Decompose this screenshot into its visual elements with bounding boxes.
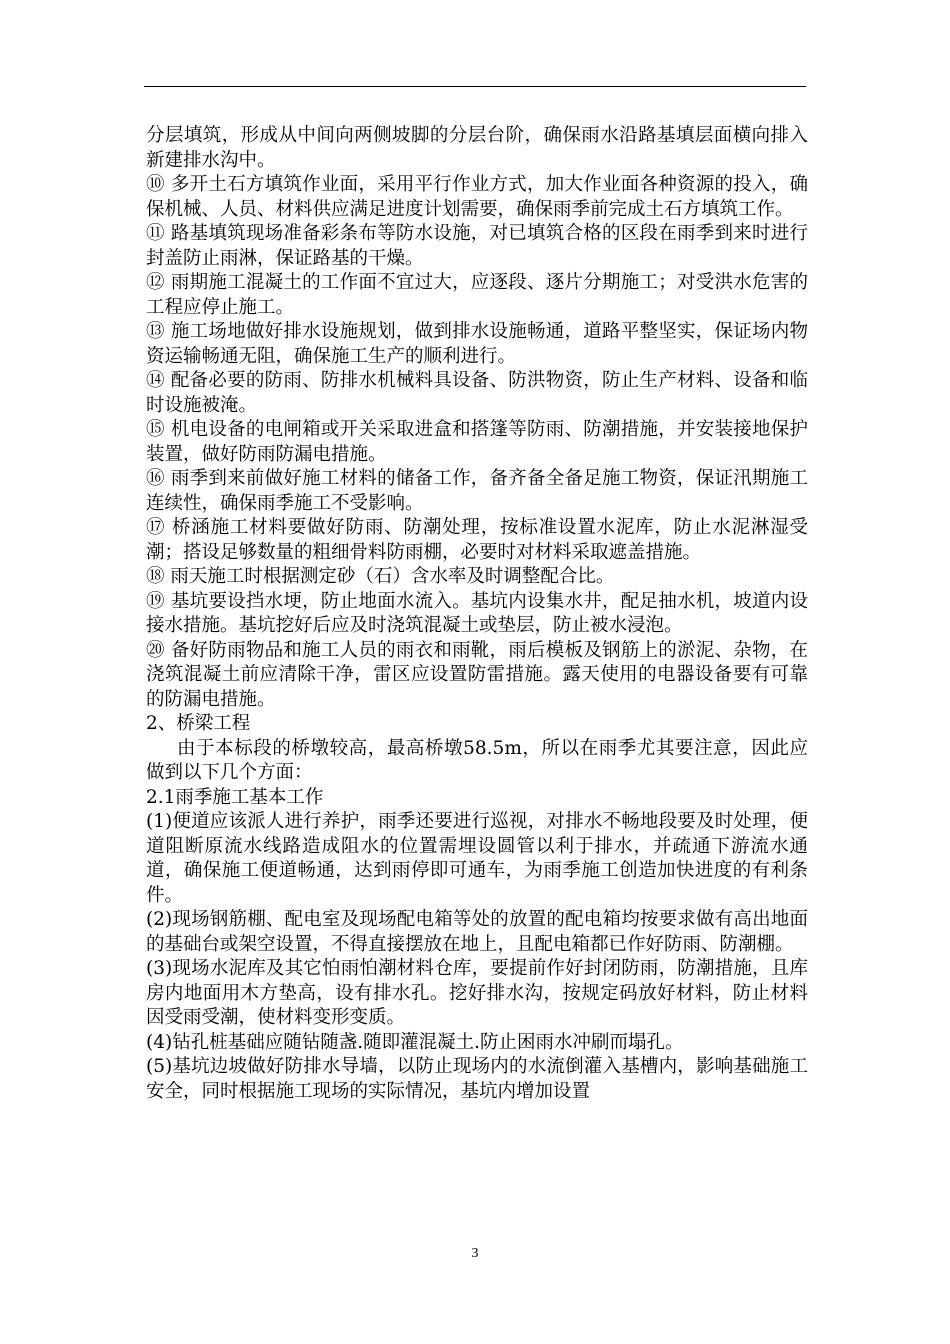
numbered-item-3: (3)现场水泥库及其它怕雨怕潮材料仓库，要提前作好封闭防雨，防潮措施，且库房内地面用木方垫高，设有排水孔。挖好排水沟，按规定码放好材料，防止材料因受雨受潮，使材料变形变质。 xyxy=(146,958,808,1028)
list-item-11: ⑪ 路基填筑现场准备彩条布等防水设施，对已填筑合格的区段在雨季到来时进行封盖防止雨淋，保证路基的干燥。 xyxy=(146,223,808,269)
document-body xyxy=(146,124,808,1104)
list-item-17: ⑰ 桥涵施工材料要做好防雨、防潮处理，按标准设置水泥库，防止水泥淋湿受潮；搭设足够数量的粗细骨料防雨棚，必要时对材料采取遮盖措施。 xyxy=(146,517,808,563)
numbered-item-4: (4)钻孔桩基础应随钻随盏.随即灌混凝土.防止困雨水冲刷而塌孔。 xyxy=(146,1031,684,1053)
numbered-item-1: (1)便道应该派人进行养护，雨季还要进行巡视，对排水不畅地段要及时处理，便道阻断原流水线路造成阻水的位置需埋设圆管以利于排水，并疏通下游流水通道，确保施工便道畅通，达到雨停即可通车，为雨季施工创造加快进度的有利条件。 xyxy=(146,811,808,906)
list-item-18: ⑱ 雨天施工时根据测定砂（石）含水率及时调整配合比。 xyxy=(146,566,615,587)
list-item-10: ⑩ 多开土石方填筑作业面，采用平行作业方式，加大作业面各种资源的投入，确保机械、人员、材料供应满足进度计划需要，确保雨季前完成土石方填筑工作。 xyxy=(146,174,808,220)
subsection-heading-2-1: 2.1雨季施工基本工作 xyxy=(146,786,324,808)
page-number: 3 xyxy=(471,1246,479,1261)
paragraph-continuation: 分层填筑，形成从中间向两侧坡脚的分层台阶，确保雨水沿路基填层面横向排入新建排水沟中。 xyxy=(146,125,808,171)
list-item-19: ⑲ 基坑要设挡水埂，防止地面水流入。基坑内设集水井，配足抽水机，坡道内设接水措施。基坑挖好后应及时浇筑混凝土或垫层，防止被水浸泡。 xyxy=(146,590,808,636)
list-item-13: ⑬ 施工场地做好排水设施规划，做到排水设施畅通，道路平整坚实，保证场内物资运输畅通无阻，确保施工生产的顺利进行。 xyxy=(146,321,808,367)
list-item-12: ⑫ 雨期施工混凝土的工作面不宜过大，应逐段、逐片分期施工；对受洪水危害的工程应停止施工。 xyxy=(146,272,808,318)
section-intro: 由于本标段的桥墩较高，最高桥墩58.5m，所以在雨季尤其要注意，因此应做到以下几个方面： xyxy=(146,737,808,783)
section-heading-bridge: 2、桥梁工程 xyxy=(146,713,251,734)
list-item-16: ⑯ 雨季到来前做好施工材料的储备工作，备齐备全备足施工物资，保证汛期施工连续性，确保雨季施工不受影响。 xyxy=(146,468,808,514)
numbered-item-2: (2)现场钢筋棚、配电室及现场配电箱等处的放置的配电箱均按要求做有高出地面的基础台或架空设置，不得直接摆放在地上，且配电箱都已作好防雨、防潮棚。 xyxy=(146,909,808,955)
list-item-15: ⑮ 机电设备的电闸箱或开关采取进盒和搭篷等防雨、防潮措施，并安装接地保护装置，做好防雨防漏电措施。 xyxy=(146,419,808,465)
header-rule xyxy=(144,86,806,87)
numbered-item-5: (5)基坑边坡做好防排水导墙，以防止现场内的水流倒灌入基槽内，影响基础施工安全，同时根据施工现场的实际情况，基坑内增加设置 xyxy=(146,1056,808,1102)
list-item-20: ⑳ 备好防雨物品和施工人员的雨衣和雨靴，雨后模板及钢筋上的淤泥、杂物，在浇筑混凝土前应清除干净，雷区应设置防雷措施。露天使用的电器设备要有可靠的防漏电措施。 xyxy=(146,639,808,710)
list-item-14: ⑭ 配备必要的防雨、防排水机械料具设备、防洪物资，防止生产材料、设备和临时设施被淹。 xyxy=(146,370,808,416)
